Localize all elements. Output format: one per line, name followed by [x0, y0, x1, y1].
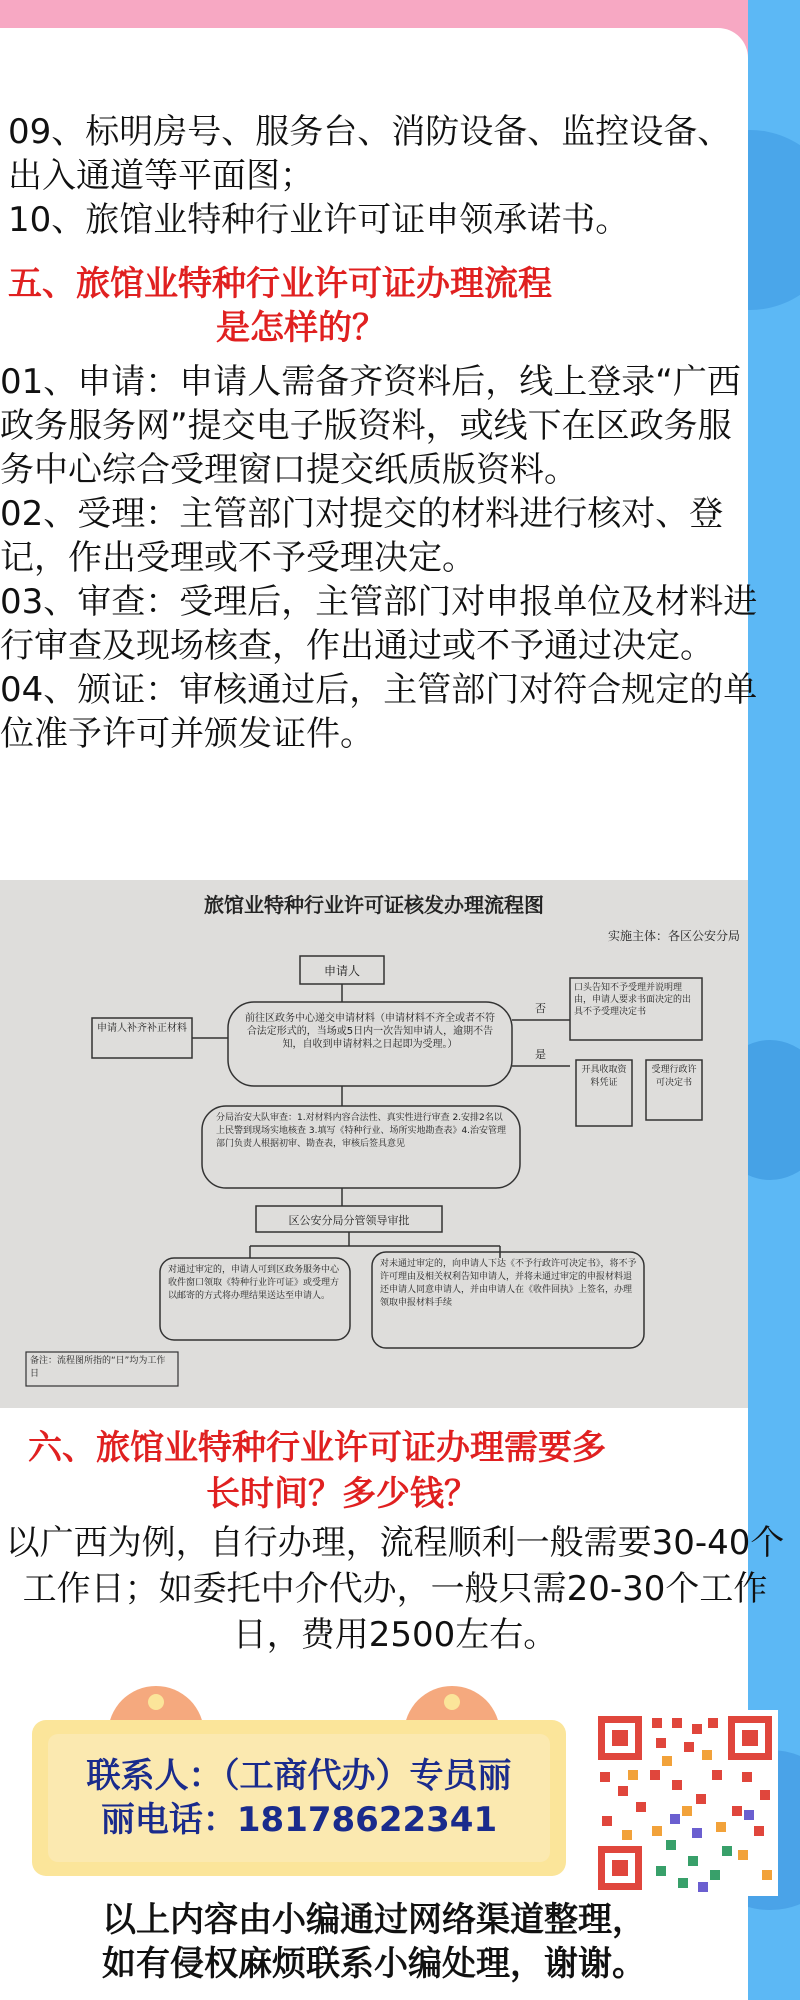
section6-body: 以广西为例，自行办理，流程顺利一般需要30-40个工作日；如委托中介代办，一般只需20-30个工作日，费用2500左右。 [5, 1523, 785, 1655]
flowchart-reject: 口头告知不予受理并说明理由，申请人要求书面决定的出具不予受理决定书 [574, 983, 692, 1017]
flowchart-note: 备注：流程图所指的“日”均为工作日 [30, 1356, 166, 1379]
section6-heading-line1: 六、旅馆业特种行业许可证办理需要多 [28, 1428, 606, 1468]
flowchart-yes: 是 [535, 1048, 546, 1061]
section5-heading-line1: 五、旅馆业特种行业许可证办理流程 [8, 264, 552, 304]
section6-heading-line2: 长时间？多少钱？ [206, 1474, 478, 1514]
flowchart-subject: 实施主体：各区公安分局 [607, 929, 740, 943]
process-steps [0, 360, 760, 756]
flowchart-receipt: 开具收取资料凭证 [581, 1065, 627, 1088]
process-step-accept: 02、受理：主管部门对提交的材料进行核对、登记，作出受理或不予受理决定。 [0, 494, 724, 578]
materials-item-9: 09、标明房号、服务台、消防设备、监控设备、出入通道等平面图； [8, 112, 732, 196]
contact-inner [48, 1734, 550, 1862]
process-step-review: 03、审查：受理后，主管部门对申报单位及材料进行审查及现场核查，作出通过或不予通过决定。 [0, 582, 758, 666]
process-step-apply: 01、申请：申请人需备齐资料后，线上登录“广西政务服务网”提交电子版资料，或线下在区政务服务中心综合受理窗口提交纸质版资料。 [0, 362, 741, 490]
contact-line1: 联系人：（工商代办）专员丽 [86, 1756, 512, 1796]
flowchart-supplement: 申请人补齐补正材料 [97, 1023, 187, 1034]
flowchart-fail: 对未通过审定的，向申请人下达《不予行政许可决定书》，将不予许可理由及相关权利告知申请人，并将未通过审定的申报材料退还申请人同意申请人，并由申请人在《收件回执》上签名，办理领取申报材料手续 [380, 1259, 637, 1308]
flowchart-submit: 前往区政务中心递交申请材料（申请材料不齐全或者不符合法定形式的，当场或5日内一次告知申请人，逾期不告知，自收到申请材料之日起即为受理。） [245, 1013, 495, 1050]
contact-phone[interactable]: 丽电话：18178622341 [100, 1800, 498, 1840]
flowchart-accept-doc: 受理行政许可决定书 [651, 1065, 697, 1088]
flowchart-no: 否 [535, 1002, 546, 1015]
flowchart-photo [0, 880, 748, 1408]
section5-heading-line2: 是怎样的？ [216, 308, 386, 348]
disclaimer [0, 1898, 748, 1986]
flowchart-title: 旅馆业特种行业许可证核发办理流程图 [204, 893, 544, 917]
process-step-certify: 04、颁证：审核通过后，主管部门对符合规定的单位准予许可并颁发证件。 [0, 670, 758, 754]
flowchart-approval: 区公安分局分管领导审批 [288, 1214, 410, 1227]
qr-code-icon [592, 1710, 778, 1896]
disclaimer-line2: 如有侵权麻烦联系小编处理，谢谢。 [102, 1944, 646, 1984]
contact-card [32, 1720, 566, 1876]
flowchart-review: 分局治安大队审查：1.对材料内容合法性、真实性进行审查 2.安排2名以上民警到现场实地核查 3.填写《特种行业、场所实地勘查表》4.治安管理部门负责人根据初审、勘查表，审核后签具意见 [216, 1113, 507, 1149]
disclaimer-line1: 以上内容由小编通过网络渠道整理， [102, 1900, 646, 1940]
flowchart-applicant: 申请人 [323, 964, 361, 978]
materials-list [0, 110, 748, 242]
flowchart-pass: 对通过审定的，申请人可到区政务服务中心收件窗口领取《特种行业许可证》或受理方以邮寄的方式将办理结果送达至申请人。 [168, 1265, 340, 1301]
materials-item-10: 10、旅馆业特种行业许可证申领承诺书。 [8, 200, 630, 240]
